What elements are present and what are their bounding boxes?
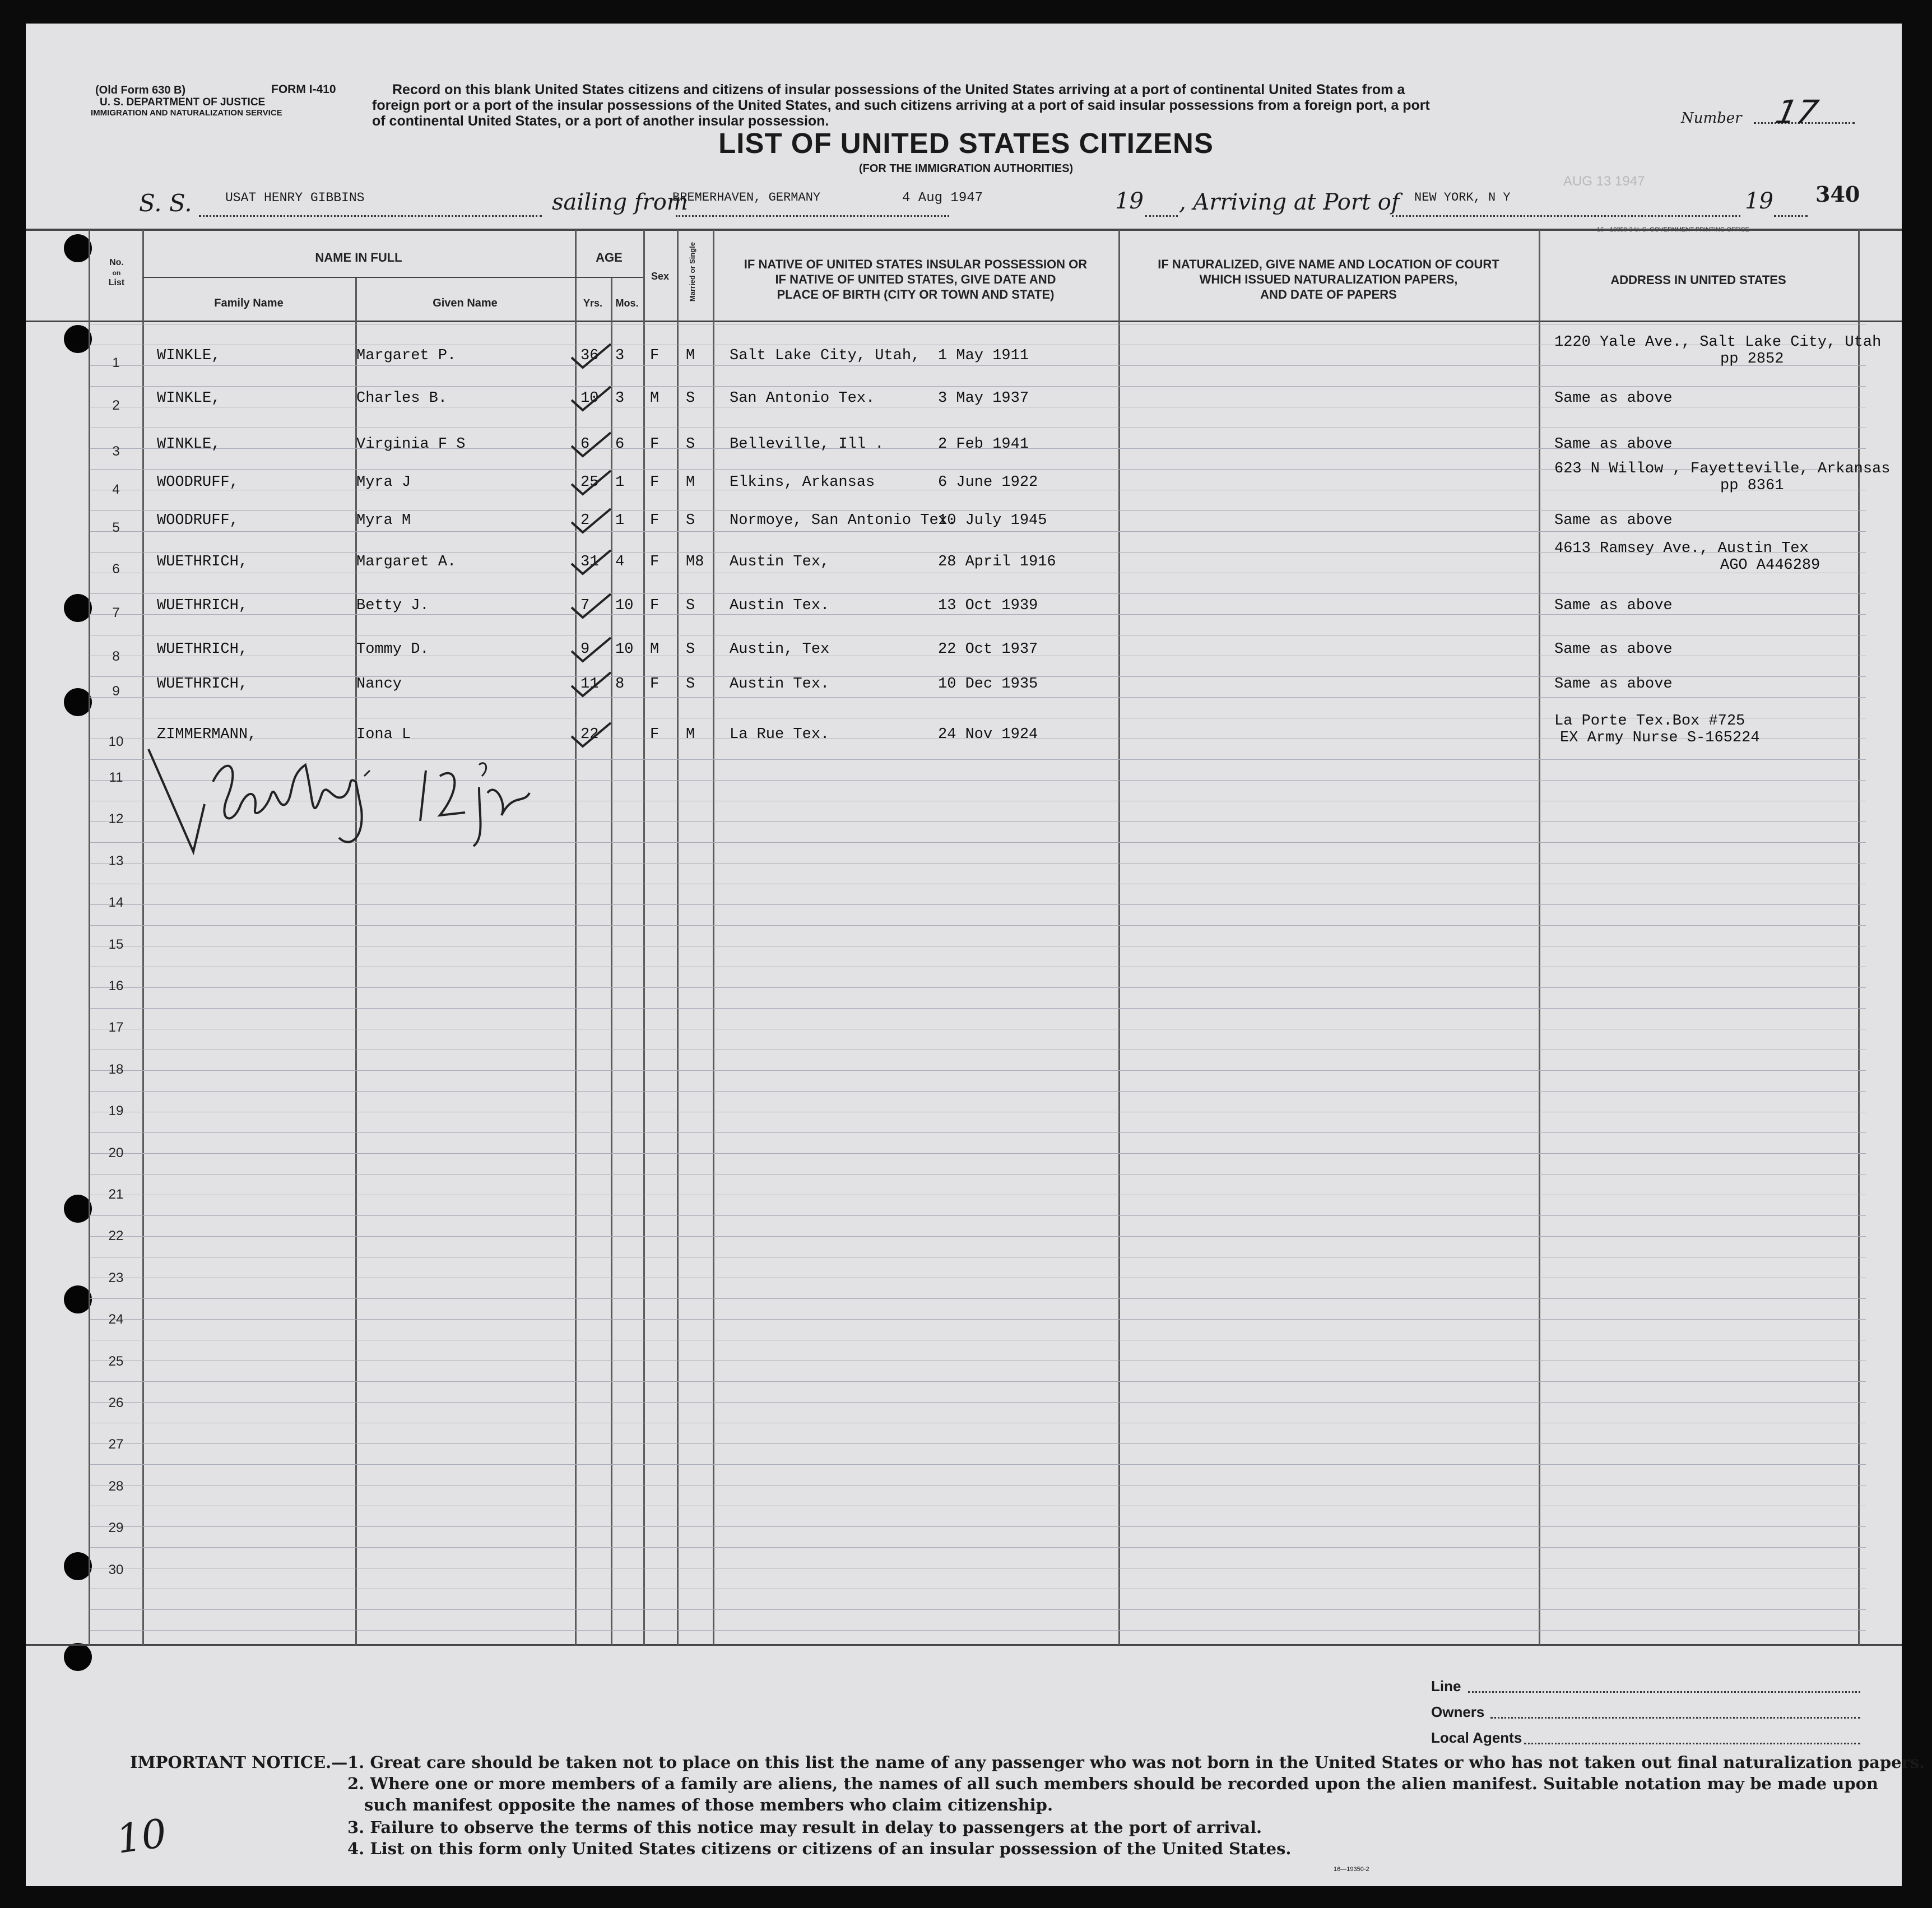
cell-mos: 10 [615, 597, 634, 614]
cell-ms: S [686, 390, 695, 407]
row-number: 18 [108, 1061, 124, 1077]
ruled-line [90, 987, 1866, 988]
arriving-label: , Arriving at Port of [1179, 189, 1400, 215]
cell-address: Same as above [1554, 512, 1673, 529]
number-label: Number [1681, 110, 1742, 127]
cell-sex: F [650, 554, 660, 570]
cell-given: Tommy D. [356, 641, 429, 658]
cell-address: 1220 Yale Ave., Salt Lake City, Utah [1554, 334, 1882, 351]
page-number: 340 [1815, 182, 1860, 207]
cell-ms: M [686, 474, 695, 491]
ruled-line [90, 386, 1866, 387]
header-yrs: Yrs. [583, 298, 603, 309]
table-bottom-border [26, 1644, 1902, 1646]
cell-address: La Porte Tex.Box #725 [1554, 713, 1745, 730]
header-sex: Sex [651, 271, 670, 282]
ruled-line [90, 1236, 1866, 1237]
signoff-owners-blank [1490, 1717, 1860, 1719]
punch-hole [64, 688, 92, 716]
ruled-line [90, 531, 1866, 532]
cell-place: Austin Tex. [730, 676, 830, 693]
table-top-border [26, 229, 1902, 231]
page-subtitle: (FOR THE IMMIGRATION AUTHORITIES) [858, 163, 1074, 175]
year-underline-2 [1774, 215, 1808, 217]
header-birth: IF NATIVE OF UNITED STATES INSULAR POSSESSION OR IF NATIVE OF UNITED STATES, GIVE DATE AND PLACE OF BIRTH (CITY OR TOWN AND STATE) [744, 257, 1088, 301]
cell-given: Margaret A. [356, 554, 457, 570]
instruction-line-1: Record on this blank United States citizens and citizens of insular possessions of the United States arriving at a port of continental United States from a [392, 82, 1405, 98]
ruled-line [90, 1547, 1866, 1548]
ruled-line [90, 1215, 1866, 1216]
cell-date: 1 May 1911 [938, 347, 1029, 364]
punch-hole [64, 234, 92, 262]
ruled-line [90, 904, 1866, 905]
notice-item-2-cont: such manifest opposite the names of those members who claim citizenship. [364, 1795, 1053, 1814]
cell-mos: 1 [615, 512, 625, 529]
row-number: 9 [112, 684, 120, 699]
ruled-line [90, 925, 1866, 926]
signoff-agents-blank [1524, 1743, 1860, 1744]
column-divider [142, 230, 144, 1645]
year-prefix: 19 [1115, 188, 1144, 214]
instruction-line-2: foreign port or a port of the insular possessions of the United States, and such citizens arriving at a port of said insular possessions from a foreign port, a port [372, 98, 1430, 113]
ship-underline [199, 215, 542, 217]
check-mark [566, 634, 616, 668]
row-number: 7 [112, 605, 120, 620]
arriving-underline [1392, 215, 1740, 217]
page-title: LIST OF UNITED STATES CITIZENS [718, 127, 1214, 159]
cell-date: 10 July 1945 [938, 512, 1047, 529]
row-number: 17 [108, 1020, 124, 1036]
ruled-line [90, 1402, 1866, 1403]
cell-yrs: 22 [580, 726, 599, 743]
cell-family: WUETHRICH, [157, 597, 248, 614]
ruled-line [90, 863, 1866, 864]
cell-place: Austin Tex, [730, 554, 830, 570]
cell-family: WINKLE, [157, 436, 221, 453]
cell-mos: 10 [615, 641, 634, 658]
ruled-line [90, 697, 1866, 698]
cell-place: Normoye, San Antonio Tex. [730, 512, 957, 529]
cell-address-line-2: AGO A446289 [1720, 557, 1820, 574]
row-number: 4 [112, 482, 120, 497]
cell-sex: F [650, 347, 660, 364]
cell-mos: 4 [615, 554, 625, 570]
cell-place: Belleville, Ill . [730, 436, 884, 453]
column-divider [1858, 230, 1860, 1645]
header-age: AGE [596, 250, 623, 264]
row-number: 25 [108, 1353, 124, 1369]
signoff-line-blank [1468, 1691, 1860, 1693]
cell-ms: S [686, 641, 695, 658]
column-divider [1539, 230, 1540, 1645]
header-mos: Mos. [615, 298, 639, 309]
header-no-on-list: No. on List [108, 258, 125, 287]
row-number: 10 [108, 734, 124, 749]
ruled-line [90, 614, 1866, 615]
cell-address-line-2: pp 8361 [1720, 477, 1784, 494]
cell-place: La Rue Tex. [730, 726, 830, 743]
ruled-line [90, 1443, 1866, 1444]
cell-date: 6 June 1922 [938, 474, 1038, 491]
row-number: 15 [108, 936, 124, 952]
ruled-line [90, 365, 1866, 366]
check-mark [566, 341, 616, 374]
ruled-line [90, 1609, 1866, 1610]
cell-ms: S [686, 436, 695, 453]
cell-family: WUETHRICH, [157, 641, 248, 658]
cell-yrs: 6 [580, 436, 590, 453]
row-number: 1 [112, 355, 120, 370]
punch-hole [64, 1643, 92, 1671]
arriving-port: NEW YORK, N Y [1414, 191, 1511, 205]
cell-yrs: 10 [580, 390, 599, 407]
cell-ms: M [686, 347, 695, 364]
row-number: 6 [112, 561, 120, 577]
header-given-name: Given Name [433, 297, 498, 309]
old-form-label: (Old Form 630 B) [95, 84, 186, 96]
punch-hole [64, 325, 92, 353]
ruled-line [90, 1630, 1866, 1631]
cell-family: ZIMMERMANN, [157, 726, 257, 743]
cell-mos: 3 [615, 390, 625, 407]
cell-mos: 3 [615, 347, 625, 364]
cell-yrs: 11 [580, 676, 599, 693]
cell-address-line-2: EX Army Nurse S-165224 [1560, 730, 1760, 746]
cell-sex: F [650, 597, 660, 614]
check-mark [566, 467, 616, 501]
row-number: 3 [112, 444, 120, 459]
form-number: FORM I-410 [271, 83, 336, 96]
cell-date: 10 Dec 1935 [938, 676, 1038, 693]
row-number: 27 [108, 1437, 124, 1452]
ruled-line [90, 1319, 1866, 1320]
punch-hole [64, 1195, 92, 1223]
cell-family: WINKLE, [157, 390, 221, 407]
name-subheader-rule [142, 277, 575, 278]
cell-given: Charles B. [356, 390, 448, 407]
row-number: 30 [108, 1562, 124, 1577]
row-number: 22 [108, 1228, 124, 1244]
ruled-line [90, 1070, 1866, 1071]
row-number: 20 [108, 1145, 124, 1160]
year-prefix-2: 19 [1745, 188, 1773, 214]
ruled-line [90, 1464, 1866, 1465]
column-divider [1118, 230, 1120, 1645]
notice-item-1: 1. Great care should be taken not to place on this list the name of any passenger who was not born in the United States or who has not taken out final naturalization papers. [347, 1753, 1925, 1772]
row-number: 24 [108, 1312, 124, 1327]
handwritten-signature [143, 742, 546, 860]
column-divider [643, 230, 645, 1645]
cell-place: Elkins, Arkansas [730, 474, 875, 491]
ship-name: USAT HENRY GIBBINS [225, 191, 365, 205]
header-bottom-border [26, 321, 1902, 322]
row-number: 26 [108, 1395, 124, 1410]
number-value: 17 [1772, 93, 1822, 131]
year-underline [1145, 215, 1178, 217]
sailing-from: BREMERHAVEN, GERMANY [672, 191, 821, 205]
sailing-from-label: sailing from [552, 189, 688, 215]
cell-family: WOODRUFF, [157, 512, 239, 529]
notice-item-3: 3. Failure to observe the terms of this notice may result in delay to passengers at the port of arrival. [347, 1818, 1262, 1837]
cell-date: 24 Nov 1924 [938, 726, 1038, 743]
cell-address: Same as above [1554, 597, 1673, 614]
cell-ms: M [686, 726, 695, 743]
cell-place: Austin, Tex [730, 641, 830, 658]
cell-mos: 8 [615, 676, 625, 693]
ruled-line [90, 593, 1866, 594]
column-divider [713, 230, 714, 1645]
instruction-line-3: of continental United States, or a port of another insular possession. [372, 113, 829, 129]
ruled-line [90, 1091, 1866, 1092]
cell-given: Iona L [356, 726, 411, 743]
row-number: 19 [108, 1103, 124, 1119]
cell-given: Myra M [356, 512, 411, 529]
row-number: 23 [108, 1270, 124, 1285]
cell-family: WUETHRICH, [157, 676, 248, 693]
age-subheader-rule [575, 277, 643, 278]
ruled-line [90, 1381, 1866, 1382]
ruled-line [90, 1526, 1866, 1527]
punch-hole [64, 594, 92, 622]
header-naturalized: IF NATURALIZED, GIVE NAME AND LOCATION OF COURT WHICH ISSUED NATURALIZATION PAPERS, AND DATE OF PAPERS [1158, 257, 1499, 301]
footer-code: 16—19350-2 [1334, 1866, 1369, 1873]
signoff-owners-label: Owners [1431, 1703, 1485, 1720]
cell-yrs: 7 [580, 597, 590, 614]
notice-heading: IMPORTANT NOTICE.— [130, 1753, 348, 1772]
cell-sex: F [650, 512, 660, 529]
margin-note: 10 [113, 1810, 170, 1863]
cell-given: Nancy [356, 676, 402, 693]
cell-place: Austin Tex. [730, 597, 830, 614]
sailing-date: 4 Aug 1947 [902, 191, 983, 206]
cell-yrs: 2 [580, 512, 590, 529]
cell-date: 3 May 1937 [938, 390, 1029, 407]
cell-given: Virginia F S [356, 436, 466, 453]
ruled-line [90, 1298, 1866, 1299]
cell-family: WUETHRICH, [157, 554, 248, 570]
cell-family: WINKLE, [157, 347, 221, 364]
row-number: 11 [109, 770, 123, 785]
check-mark [566, 591, 616, 624]
check-mark [566, 429, 616, 463]
row-number: 29 [108, 1520, 124, 1536]
cell-given: Betty J. [356, 597, 429, 614]
column-divider [89, 230, 90, 1645]
ruled-line [90, 1153, 1866, 1154]
row-number: 14 [108, 895, 124, 911]
row-number: 12 [108, 811, 124, 827]
sailing-underline [676, 215, 949, 217]
signoff-line-label: Line [1431, 1678, 1461, 1695]
cell-ms: M8 [686, 554, 704, 570]
cell-yrs: 25 [580, 474, 599, 491]
check-mark [566, 383, 616, 417]
ruled-line [90, 1008, 1866, 1009]
row-number: 16 [108, 978, 124, 994]
header-name-in-full: NAME IN FULL [315, 250, 402, 264]
cell-yrs: 31 [580, 554, 599, 570]
cell-date: 13 Oct 1939 [938, 597, 1038, 614]
cell-date: 2 Feb 1941 [938, 436, 1029, 453]
punch-hole [64, 1552, 92, 1580]
cell-sex: M [650, 390, 660, 407]
department-name: U. S. DEPARTMENT OF JUSTICE [100, 96, 266, 108]
cell-yrs: 9 [580, 641, 590, 658]
punch-hole [64, 1285, 92, 1313]
cell-place: Salt Lake City, Utah, [730, 347, 921, 364]
notice-item-4: 4. List on this form only United States citizens or citizens of an insular possession of the United States. [347, 1839, 1292, 1858]
cell-mos: 6 [615, 436, 625, 453]
cell-sex: F [650, 726, 660, 743]
cell-sex: M [650, 641, 660, 658]
ss-label: S. S. [139, 189, 192, 217]
cell-yrs: 36 [580, 347, 599, 364]
cell-date: 28 April 1916 [938, 554, 1056, 570]
check-mark [566, 505, 616, 539]
ruled-line [90, 1132, 1866, 1133]
cell-ms: S [686, 597, 695, 614]
ruled-line [90, 510, 1866, 511]
cell-sex: F [650, 436, 660, 453]
row-number: 28 [108, 1478, 124, 1494]
signoff-agents-label: Local Agents [1431, 1729, 1522, 1746]
header-address: ADDRESS IN UNITED STATES [1610, 273, 1786, 287]
cell-address: Same as above [1554, 436, 1673, 453]
service-name: IMMIGRATION AND NATURALIZATION SERVICE [91, 108, 282, 118]
cell-address-line-2: pp 2852 [1720, 351, 1784, 368]
cell-sex: F [650, 676, 660, 693]
check-mark [566, 547, 616, 581]
row-number: 5 [112, 520, 120, 535]
cell-address: 623 N Willow , Fayetteville, Arkansas [1554, 461, 1891, 477]
cell-given: Margaret P. [356, 347, 457, 364]
notice-item-2: 2. Where one or more members of a family are aliens, the names of all such members should be recorded upon the alien manifest. Suitable notation may be made upon [347, 1774, 1879, 1793]
cell-address: Same as above [1554, 641, 1673, 658]
row-number: 2 [112, 398, 120, 413]
cell-address: 4613 Ramsey Ave., Austin Tex [1554, 540, 1809, 557]
header-family-name: Family Name [214, 297, 284, 309]
row-number: 21 [108, 1187, 124, 1202]
column-divider [677, 230, 679, 1645]
cell-address: Same as above [1554, 390, 1673, 407]
cell-ms: S [686, 676, 695, 693]
row-number: 8 [112, 649, 120, 664]
row-number: 13 [108, 853, 124, 869]
check-mark [566, 719, 616, 753]
cell-ms: S [686, 512, 695, 529]
cell-address: Same as above [1554, 676, 1673, 693]
check-mark [566, 669, 616, 703]
cell-date: 22 Oct 1937 [938, 641, 1038, 658]
cell-family: WOODRUFF, [157, 474, 239, 491]
cell-mos: 1 [615, 474, 625, 491]
cell-place: San Antonio Tex. [730, 390, 875, 407]
arrival-stamp: AUG 13 1947 [1563, 174, 1645, 189]
cell-sex: F [650, 474, 660, 491]
cell-given: Myra J [356, 474, 411, 491]
header-married-or-single: Married or Single [688, 242, 696, 302]
